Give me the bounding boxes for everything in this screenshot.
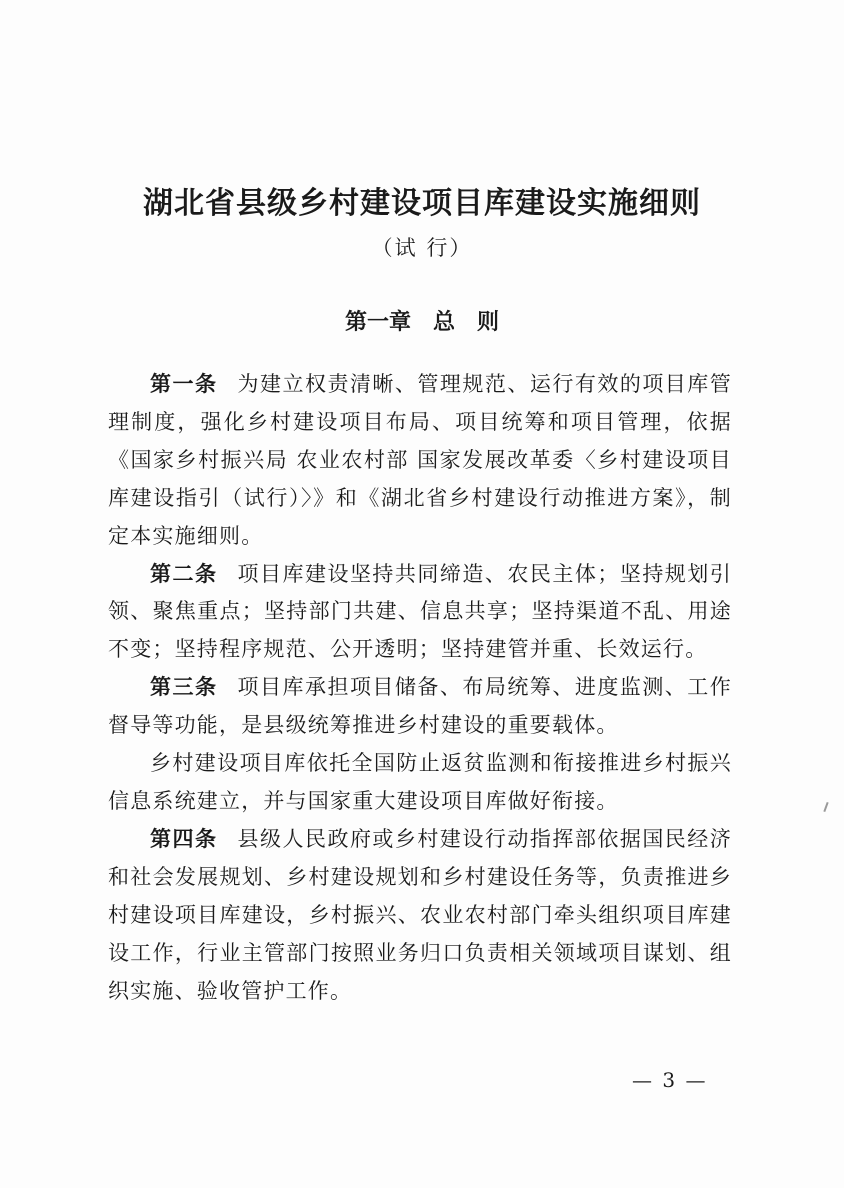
article-paragraph	[108, 821, 732, 1011]
article-number: 第一条	[150, 372, 218, 396]
article-number: 第四条	[150, 826, 218, 851]
document-title: 湖北省县级乡村建设项目库建设实施细则	[143, 186, 701, 221]
article-text: 为建立权责清晰、管理规范、运行有效的项目库管理制度，强化乡村建设项目布局、项目统筹和项目管理，依据《国家乡村振兴局 农业农村部 国家发展改革委〈乡村建设项目库建设指引（试行）〉》和《湖北省乡村建设行动推进方案》，制定本实施细则。	[108, 372, 732, 548]
article-number: 第三条	[150, 675, 218, 700]
article-number: 第二条	[150, 561, 218, 586]
article-text: 项目库承担项目储备、布局统筹、进度监测、工作督导等功能，是县级统筹推进乡村建设的重要载体。	[108, 675, 732, 738]
article-paragraph	[108, 556, 732, 670]
continuation-paragraph	[108, 745, 732, 821]
article-text: 项目库建设坚持共同缔造、农民主体；坚持规划引领、聚焦重点；坚持部门共建、信息共享；坚持渠道不乱、用途不变；坚持程序规范、公开透明；坚持建管并重、长效运行。	[108, 561, 732, 662]
page-number: — 3 —	[632, 1068, 708, 1092]
document-body	[108, 366, 732, 1010]
article-paragraph	[108, 366, 732, 556]
article-text: 县级人民政府或乡村建设行动指挥部依据国民经济和社会发展规划、乡村建设规划和乡村建设任务等，负责推进乡村建设项目库建设，乡村振兴、农业农村部门牵头组织项目库建设工作，行业主管部门按照业务归口负责相关领域项目谋划、组织实施、验收管护工作。	[108, 826, 732, 1003]
article-paragraph	[108, 669, 732, 745]
scan-mark	[823, 802, 828, 812]
document-subtitle: （试 行）	[371, 236, 473, 260]
paragraph-text: 乡村建设项目库依托全国防止返贫监测和衔接推进乡村振兴信息系统建立，并与国家重大建设项目库做好衔接。	[108, 751, 732, 813]
chapter-heading: 第一章 总 则	[344, 310, 499, 335]
